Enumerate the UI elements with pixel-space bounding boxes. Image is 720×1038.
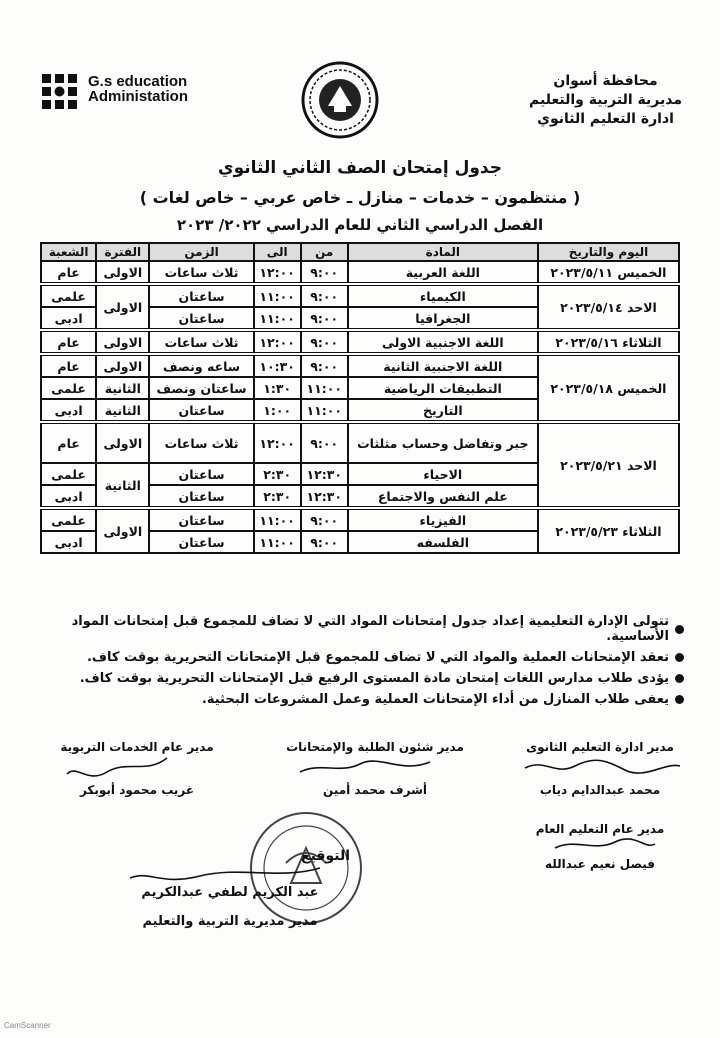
list-item: [44, 671, 684, 686]
branch-cell: ادبى: [41, 531, 96, 553]
table-row: [41, 284, 679, 307]
period-cell: الاولى: [96, 422, 149, 463]
branch-cell: ادبى: [41, 485, 96, 508]
to-cell: ٢:٣٠: [254, 485, 301, 508]
scanner-footer: [0, 1018, 720, 1038]
table-row: [41, 330, 679, 354]
day-cell: الاحد ٢٠٢٣/٥/٢١: [538, 422, 679, 508]
signature-name: محمد عبدالدايم دياب: [539, 783, 661, 797]
education-logo-icon: [40, 72, 80, 112]
to-cell: ١١:٠٠: [254, 531, 301, 553]
list-item: [44, 614, 684, 644]
branch-cell: علمى: [41, 463, 96, 485]
header-line-directorate: مديرية التربية والتعليم: [529, 92, 682, 108]
day-cell: الثلاثاء ٢٠٢٣/٥/١٦: [538, 330, 679, 354]
to-cell: ١١:٠٠: [254, 284, 301, 307]
signature-title: مدير شئون الطلبة والإمتحانات: [286, 740, 464, 754]
period-cell: الثانية: [96, 463, 149, 508]
time-cell: ساعتان: [149, 531, 253, 553]
header-subject: المادة: [348, 243, 538, 261]
logo-text-line1: G.s education: [88, 73, 188, 90]
day-cell: الثلاثاء ٢٠٢٣/٥/٢٣: [538, 508, 679, 553]
subject-cell: اللغة العربية: [348, 261, 538, 284]
note-text: تتولى الإدارة التعليمية إعداد جدول إمتحانات المواد التي لا تضاف للمجموع قبل إمتحانات المواد الأساسية.: [71, 614, 669, 644]
header-day: اليوم والتاريخ: [538, 243, 679, 261]
table-header-row: [41, 243, 679, 261]
from-cell: ٩:٠٠: [301, 284, 348, 307]
signature-title: مدير عام الخدمات التربوية: [60, 740, 214, 754]
bullet-icon: [675, 625, 684, 634]
from-cell: ٩:٠٠: [301, 261, 348, 284]
subject-cell: علم النفس والاجتماع: [348, 485, 538, 508]
page-subtitle: ( منتظمون – خدمات – منازل ـ خاص عربي – خاص لغات ): [139, 188, 581, 207]
from-cell: ٩:٠٠: [301, 307, 348, 330]
handwritten-signature-icon: [280, 754, 470, 780]
bullet-icon: [675, 695, 684, 704]
time-cell: ساعتان ونصف: [149, 377, 253, 399]
branch-cell: عام: [41, 261, 96, 284]
signature-title: مدير ادارة التعليم الثانوى: [526, 740, 674, 754]
time-cell: ساعتان: [149, 508, 253, 531]
header-time: الزمن: [149, 243, 253, 261]
from-cell: ٩:٠٠: [301, 422, 348, 463]
time-cell: ساعتان: [149, 463, 253, 485]
signature-directorate-director: [110, 848, 350, 929]
day-cell: الاحد ٢٠٢٣/٥/١٤: [538, 284, 679, 330]
period-cell: الثانية: [96, 399, 149, 422]
header-to: الى: [254, 243, 301, 261]
page-title: جدول إمتحان الصف الثاني الثانوي: [218, 158, 502, 178]
table-row: [41, 354, 679, 377]
time-cell: ساعتان: [149, 284, 253, 307]
branch-cell: ادبى: [41, 399, 96, 422]
handwritten-signature-icon: [47, 754, 227, 780]
signature-secondary-education: [510, 740, 690, 797]
from-cell: ٩:٠٠: [301, 354, 348, 377]
branch-cell: عام: [41, 330, 96, 354]
period-cell: الاولى: [96, 330, 149, 354]
branch-cell: علمى: [41, 284, 96, 307]
signature-student-affairs: [275, 740, 475, 797]
branch-cell: ادبى: [41, 307, 96, 330]
time-cell: ساعتان: [149, 485, 253, 508]
signature-title: مدير مديرية التربية والتعليم: [142, 914, 318, 929]
from-cell: ١٢:٣٠: [301, 485, 348, 508]
from-cell: ١١:٠٠: [301, 399, 348, 422]
day-cell: الخميس ٢٠٢٣/٥/١١: [538, 261, 679, 284]
note-text: يعفى طلاب المنازل من أداء الإمتحانات العملية وعمل المشروعات البحثية.: [201, 692, 669, 707]
table-row: [41, 508, 679, 531]
subject-cell: اللغة الاجنبية الاولى: [348, 330, 538, 354]
signature-name: أشرف محمد أمين: [323, 783, 427, 797]
subject-cell: جبر وتفاضل وحساب مثلثات: [348, 422, 538, 463]
subject-cell: الجغرافيا: [348, 307, 538, 330]
branch-cell: علمى: [41, 508, 96, 531]
time-cell: ساعتان: [149, 307, 253, 330]
to-cell: ١:٠٠: [254, 399, 301, 422]
header-line-administration: ادارة التعليم الثانوي: [537, 111, 674, 127]
list-item: [44, 650, 684, 665]
handwritten-signature-icon: [515, 836, 685, 854]
from-cell: ١٢:٣٠: [301, 463, 348, 485]
signature-name: غريب محمود أبوبكر: [79, 783, 195, 797]
from-cell: ٩:٠٠: [301, 508, 348, 531]
from-cell: ١١:٠٠: [301, 377, 348, 399]
period-cell: الاولى: [96, 508, 149, 553]
signature-title: مدير عام التعليم العام: [535, 822, 665, 836]
bullet-icon: [675, 653, 684, 662]
handwritten-signature-icon: [120, 864, 340, 882]
time-cell: ثلاث ساعات: [149, 330, 253, 354]
subject-cell: الاحياء: [348, 463, 538, 485]
time-cell: ثلاث ساعات: [149, 261, 253, 284]
notes-list: [44, 614, 684, 713]
list-item: [44, 692, 684, 707]
to-cell: ١:٣٠: [254, 377, 301, 399]
time-cell: ساعه ونصف: [149, 354, 253, 377]
branch-cell: علمى: [41, 377, 96, 399]
signature-general-education: [510, 822, 690, 871]
bullet-icon: [675, 674, 684, 683]
to-cell: ٢:٣٠: [254, 463, 301, 485]
time-cell: ثلاث ساعات: [149, 422, 253, 463]
from-cell: ٩:٠٠: [301, 330, 348, 354]
day-cell: الخميس ٢٠٢٣/٥/١٨: [538, 354, 679, 422]
directorate-header: [529, 72, 682, 129]
signature-name: فيصل نعيم عبدالله: [544, 857, 656, 871]
from-cell: ٩:٠٠: [301, 531, 348, 553]
subject-cell: اللغة الاجنبية الثانية: [348, 354, 538, 377]
note-text: يؤدى طلاب مدارس اللغات إمتحان مادة المستوى الرفيع قبل الإمتحانات التحريرية بوقت كاف.: [79, 671, 669, 686]
scanner-watermark-text: CamScanner: [4, 1021, 51, 1030]
subject-cell: الفلسفه: [348, 531, 538, 553]
header-from: من: [301, 243, 348, 261]
signature-educational-services: [42, 740, 232, 797]
to-cell: ١٢:٠٠: [254, 261, 301, 284]
time-cell: ساعتان: [149, 399, 253, 422]
to-cell: ١٠:٣٠: [254, 354, 301, 377]
table-row: [41, 261, 679, 284]
ministry-emblem-icon: [300, 60, 380, 140]
subject-cell: التاريخ: [348, 399, 538, 422]
period-cell: الثانية: [96, 377, 149, 399]
handwritten-signature-icon: [515, 754, 685, 780]
note-text: تعقد الإمتحانات العملية والمواد التي لا تضاف للمجموع قبل الإمتحانات التحريرية بوقت كاف.: [86, 650, 669, 665]
header-period: الفترة: [96, 243, 149, 261]
header-branch: الشعبة: [41, 243, 96, 261]
period-cell: الاولى: [96, 284, 149, 330]
subject-cell: الكيمياء: [348, 284, 538, 307]
period-cell: الاولى: [96, 261, 149, 284]
table-row: [41, 422, 679, 463]
logo-text: [88, 74, 188, 104]
subject-cell: الفيزياء: [348, 508, 538, 531]
subject-cell: التطبيقات الرياضية: [348, 377, 538, 399]
branch-cell: عام: [41, 354, 96, 377]
exam-schedule-table: [40, 242, 680, 554]
branch-cell: عام: [41, 422, 96, 463]
signature-label: التوقيع: [301, 848, 350, 864]
to-cell: ١١:٠٠: [254, 508, 301, 531]
logo-text-line2: Administation: [88, 88, 188, 105]
to-cell: ١٢:٠٠: [254, 330, 301, 354]
header-line-governorate: محافظة أسوان: [553, 73, 658, 89]
to-cell: ١١:٠٠: [254, 307, 301, 330]
to-cell: ١٢:٠٠: [254, 422, 301, 463]
period-cell: الاولى: [96, 354, 149, 377]
term-title: الفصل الدراسي الثاني للعام الدراسي ٢٠٢٢/ ٢٠٢٣: [176, 216, 544, 234]
signature-name: عبد الكريم لطفي عبدالكريم: [141, 885, 319, 900]
